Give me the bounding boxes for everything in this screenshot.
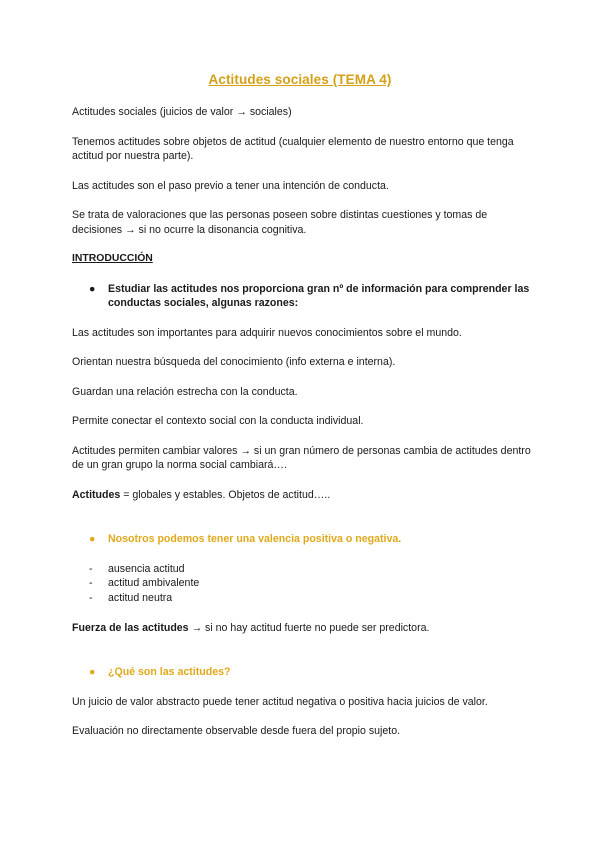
paragraph-fuerza [72, 621, 532, 636]
dash-icon: - [89, 562, 93, 575]
list-item: - ausencia actitud [89, 562, 185, 575]
document-title: Actitudes sociales (TEMA 4) [208, 72, 392, 87]
paragraph: Actitudes sociales (juicios de valor → sociales) [72, 106, 292, 118]
dash-list [72, 562, 532, 606]
bullet-item-que-son [72, 665, 532, 680]
paragraph-actitudes [72, 488, 532, 503]
bullet-item [72, 282, 532, 311]
term-definition: = globales y estables. Objetos de actitud….. [120, 488, 331, 501]
dash-icon: - [89, 577, 93, 590]
paragraph: Orientan nuestra búsqueda del conocimiento (info externa e interna). [72, 356, 396, 368]
paragraph: Tenemos actitudes sobre objetos de actitud (cualquier elemento de nuestro entorno que tenga actitud por nuestra parte). [72, 135, 514, 162]
paragraph: Guardan una relación estrecha con la conducta. [72, 385, 298, 398]
paragraph: Evaluación no directamente observable desde fuera del propio sujeto. [72, 725, 401, 738]
bullet-item-valencia [72, 532, 532, 547]
bullet-icon: ● [89, 533, 96, 545]
bullet-icon: ● [89, 666, 96, 679]
bullet-icon: ● [89, 282, 96, 295]
paragraph: Permite conectar el contexto social con la conducta individual. [72, 415, 364, 427]
paragraph: Actitudes permiten cambiar valores → si un gran número de personas cambia de actitudes dentro de un gran grupo la norma social cambiará…. [72, 444, 531, 471]
list-item: - actitud ambivalente [89, 577, 200, 590]
paragraph: Las actitudes son importantes para adquirir nuevos conocimientos sobre el mundo. [72, 326, 462, 339]
term-definition: → si no hay actitud fuerte no puede ser predictora. [188, 621, 430, 634]
section-heading-introduccion: INTRODUCCIÓN [72, 253, 153, 264]
paragraph: Las actitudes son el paso previo a tener una intención de conducta. [72, 179, 389, 192]
paragraph: Se trata de valoraciones que las personas poseen sobre distintas cuestiones y tomas de decisiones → si no ocurre la disonancia cognitiva. [72, 209, 488, 236]
bullet-text: Estudiar las actitudes nos proporciona gran nº de información para comprender las conductas sociales, algunas razones: [108, 282, 530, 309]
bold-term: Actitudes [72, 488, 121, 501]
document-body [72, 105, 532, 754]
list-item: - actitud neutra [89, 592, 173, 605]
dash-icon: - [89, 592, 93, 605]
bullet-text: Nosotros podemos tener una valencia positiva o negativa. [108, 533, 402, 545]
bullet-text: ¿Qué son las actitudes? [108, 666, 231, 679]
paragraph: Un juicio de valor abstracto puede tener actitud negativa o positiva hacia juicios de valor. [72, 695, 488, 708]
bold-term: Fuerza de las actitudes [72, 621, 189, 634]
